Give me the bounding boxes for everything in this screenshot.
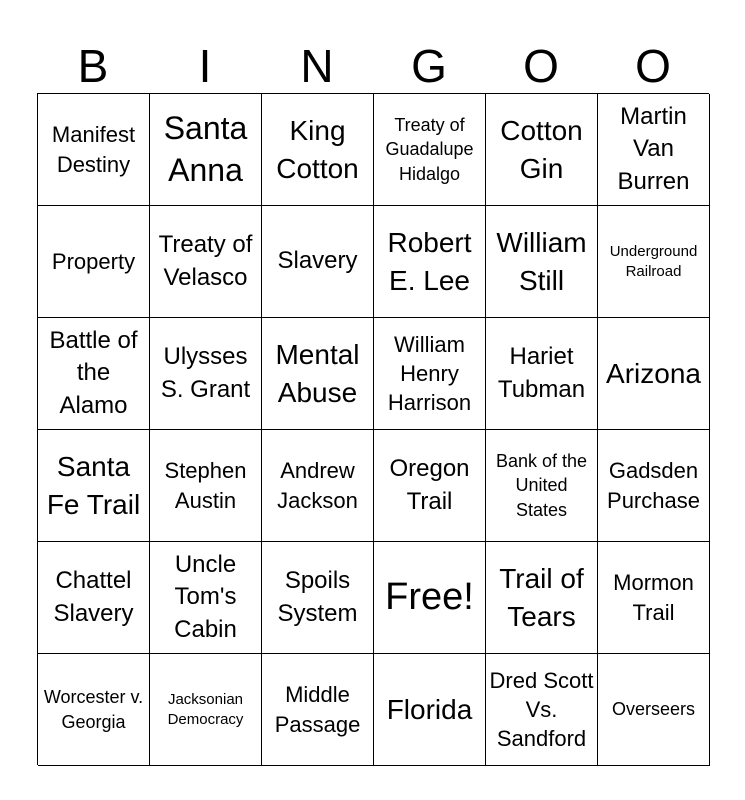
bingo-cell-r1-c1[interactable] xyxy=(150,206,262,318)
bingo-cell-text: Chattel Slavery xyxy=(53,567,134,627)
bingo-cell-text: Middle Passage xyxy=(274,682,361,737)
bingo-cell-r5-c1[interactable] xyxy=(150,654,262,766)
bingo-cell-r2-c4[interactable] xyxy=(486,318,598,430)
bingo-cell-r0-c2[interactable] xyxy=(262,94,374,206)
bingo-cell-r5-c2[interactable] xyxy=(262,654,374,766)
bingo-cell-r4-c1[interactable] xyxy=(150,542,262,654)
bingo-cell-r5-c4[interactable] xyxy=(486,654,598,766)
bingo-cell-text: Mormon Trail xyxy=(613,570,694,625)
bingo-cell-text: Property xyxy=(51,248,136,274)
bingo-cell-text: Santa Fe Trail xyxy=(46,450,141,520)
bingo-cell-text: Ulysses S. Grant xyxy=(160,343,251,403)
bingo-cell-r4-c0[interactable] xyxy=(38,542,150,654)
bingo-cell-r5-c0[interactable] xyxy=(38,654,150,766)
bingo-cell-text: Worcester v. Georgia xyxy=(43,687,144,732)
bingo-cell-text: William Henry Harrison xyxy=(387,331,472,416)
bingo-cell-text: Stephen Austin xyxy=(164,458,247,513)
header-letter-g: G xyxy=(411,40,447,92)
bingo-cell-r1-c2[interactable] xyxy=(262,206,374,318)
bingo-cell-r2-c3[interactable] xyxy=(374,318,486,430)
bingo-cell-r4-c2[interactable] xyxy=(262,542,374,654)
bingo-cell-r1-c3[interactable] xyxy=(374,206,486,318)
bingo-cell-r2-c2[interactable] xyxy=(262,318,374,430)
bingo-cell-text: Martin Van Burren xyxy=(617,102,690,195)
bingo-cell-text: Andrew Jackson xyxy=(277,458,358,513)
bingo-cell-r3-c2[interactable] xyxy=(262,430,374,542)
bingo-cell-r4-c5[interactable] xyxy=(598,542,710,654)
bingo-cell-text: Dred Scott Vs. Sandford xyxy=(489,667,594,752)
bingo-cell-text: Treaty of Guadalupe Hidalgo xyxy=(385,115,474,184)
bingo-cell-r3-c1[interactable] xyxy=(150,430,262,542)
bingo-cell-text: Mental Abuse xyxy=(275,338,360,408)
bingo-cell-text: Spoils System xyxy=(277,567,358,627)
bingo-cell-text: Overseers xyxy=(611,699,696,720)
header-letter-n: N xyxy=(300,40,334,92)
bingo-cell-text: Oregon Trail xyxy=(389,455,470,515)
bingo-cell-r1-c0[interactable] xyxy=(38,206,150,318)
bingo-header xyxy=(37,38,709,94)
bingo-cell-text: Santa Anna xyxy=(163,109,248,188)
bingo-cell-r3-c3[interactable] xyxy=(374,430,486,542)
bingo-cell-r3-c4[interactable] xyxy=(486,430,598,542)
bingo-cell-text: Free! xyxy=(385,576,474,619)
bingo-cell-r0-c5[interactable] xyxy=(598,94,710,206)
bingo-cell-text: Gadsden Purchase xyxy=(607,458,700,513)
bingo-cell-text: Arizona xyxy=(606,357,701,389)
bingo-cell-text: William Still xyxy=(496,226,587,296)
bingo-cell-text: Manifest Destiny xyxy=(51,122,136,177)
bingo-cell-r0-c3[interactable] xyxy=(374,94,486,206)
bingo-cell-r3-c5[interactable] xyxy=(598,430,710,542)
bingo-cell-text: Hariet Tubman xyxy=(497,343,586,403)
bingo-cell-text: Bank of the United States xyxy=(495,451,588,520)
bingo-cell-r0-c1[interactable] xyxy=(150,94,262,206)
bingo-cell-text: Trail of Tears xyxy=(499,562,584,632)
bingo-cell-r2-c5[interactable] xyxy=(598,318,710,430)
bingo-cell-text: Treaty of Velasco xyxy=(158,231,253,291)
bingo-cell-r2-c1[interactable] xyxy=(150,318,262,430)
header-letter-b: B xyxy=(77,40,109,92)
bingo-cell-r2-c0[interactable] xyxy=(38,318,150,430)
bingo-cell-text: Florida xyxy=(386,693,473,725)
bingo-cell-text: King Cotton xyxy=(276,114,359,184)
bingo-cell-r1-c5[interactable] xyxy=(598,206,710,318)
header-letter-i: I xyxy=(198,40,212,92)
bingo-cell-text: Robert E. Lee xyxy=(387,226,472,296)
bingo-cell-r5-c5[interactable] xyxy=(598,654,710,766)
bingo-cell-r5-c3[interactable] xyxy=(374,654,486,766)
bingo-cell-text: Slavery xyxy=(277,247,358,275)
bingo-cell-r4-c4[interactable] xyxy=(486,542,598,654)
header-letter-o-2: O xyxy=(635,40,671,92)
bingo-cell-free-space[interactable] xyxy=(374,542,486,654)
bingo-cell-r1-c4[interactable] xyxy=(486,206,598,318)
bingo-cell-text: Underground Railroad xyxy=(609,243,698,280)
bingo-cell-text: Cotton Gin xyxy=(500,114,583,184)
bingo-cell-text: Uncle Tom's Cabin xyxy=(174,550,237,643)
bingo-cell-r3-c0[interactable] xyxy=(38,430,150,542)
header-letter-o: O xyxy=(523,40,559,92)
bingo-cell-r0-c4[interactable] xyxy=(486,94,598,206)
bingo-board xyxy=(37,93,709,765)
bingo-cell-text: Jacksonian Democracy xyxy=(167,691,244,728)
bingo-cell-text: Battle of the Alamo xyxy=(49,326,138,419)
bingo-cell-r0-c0[interactable] xyxy=(38,94,150,206)
